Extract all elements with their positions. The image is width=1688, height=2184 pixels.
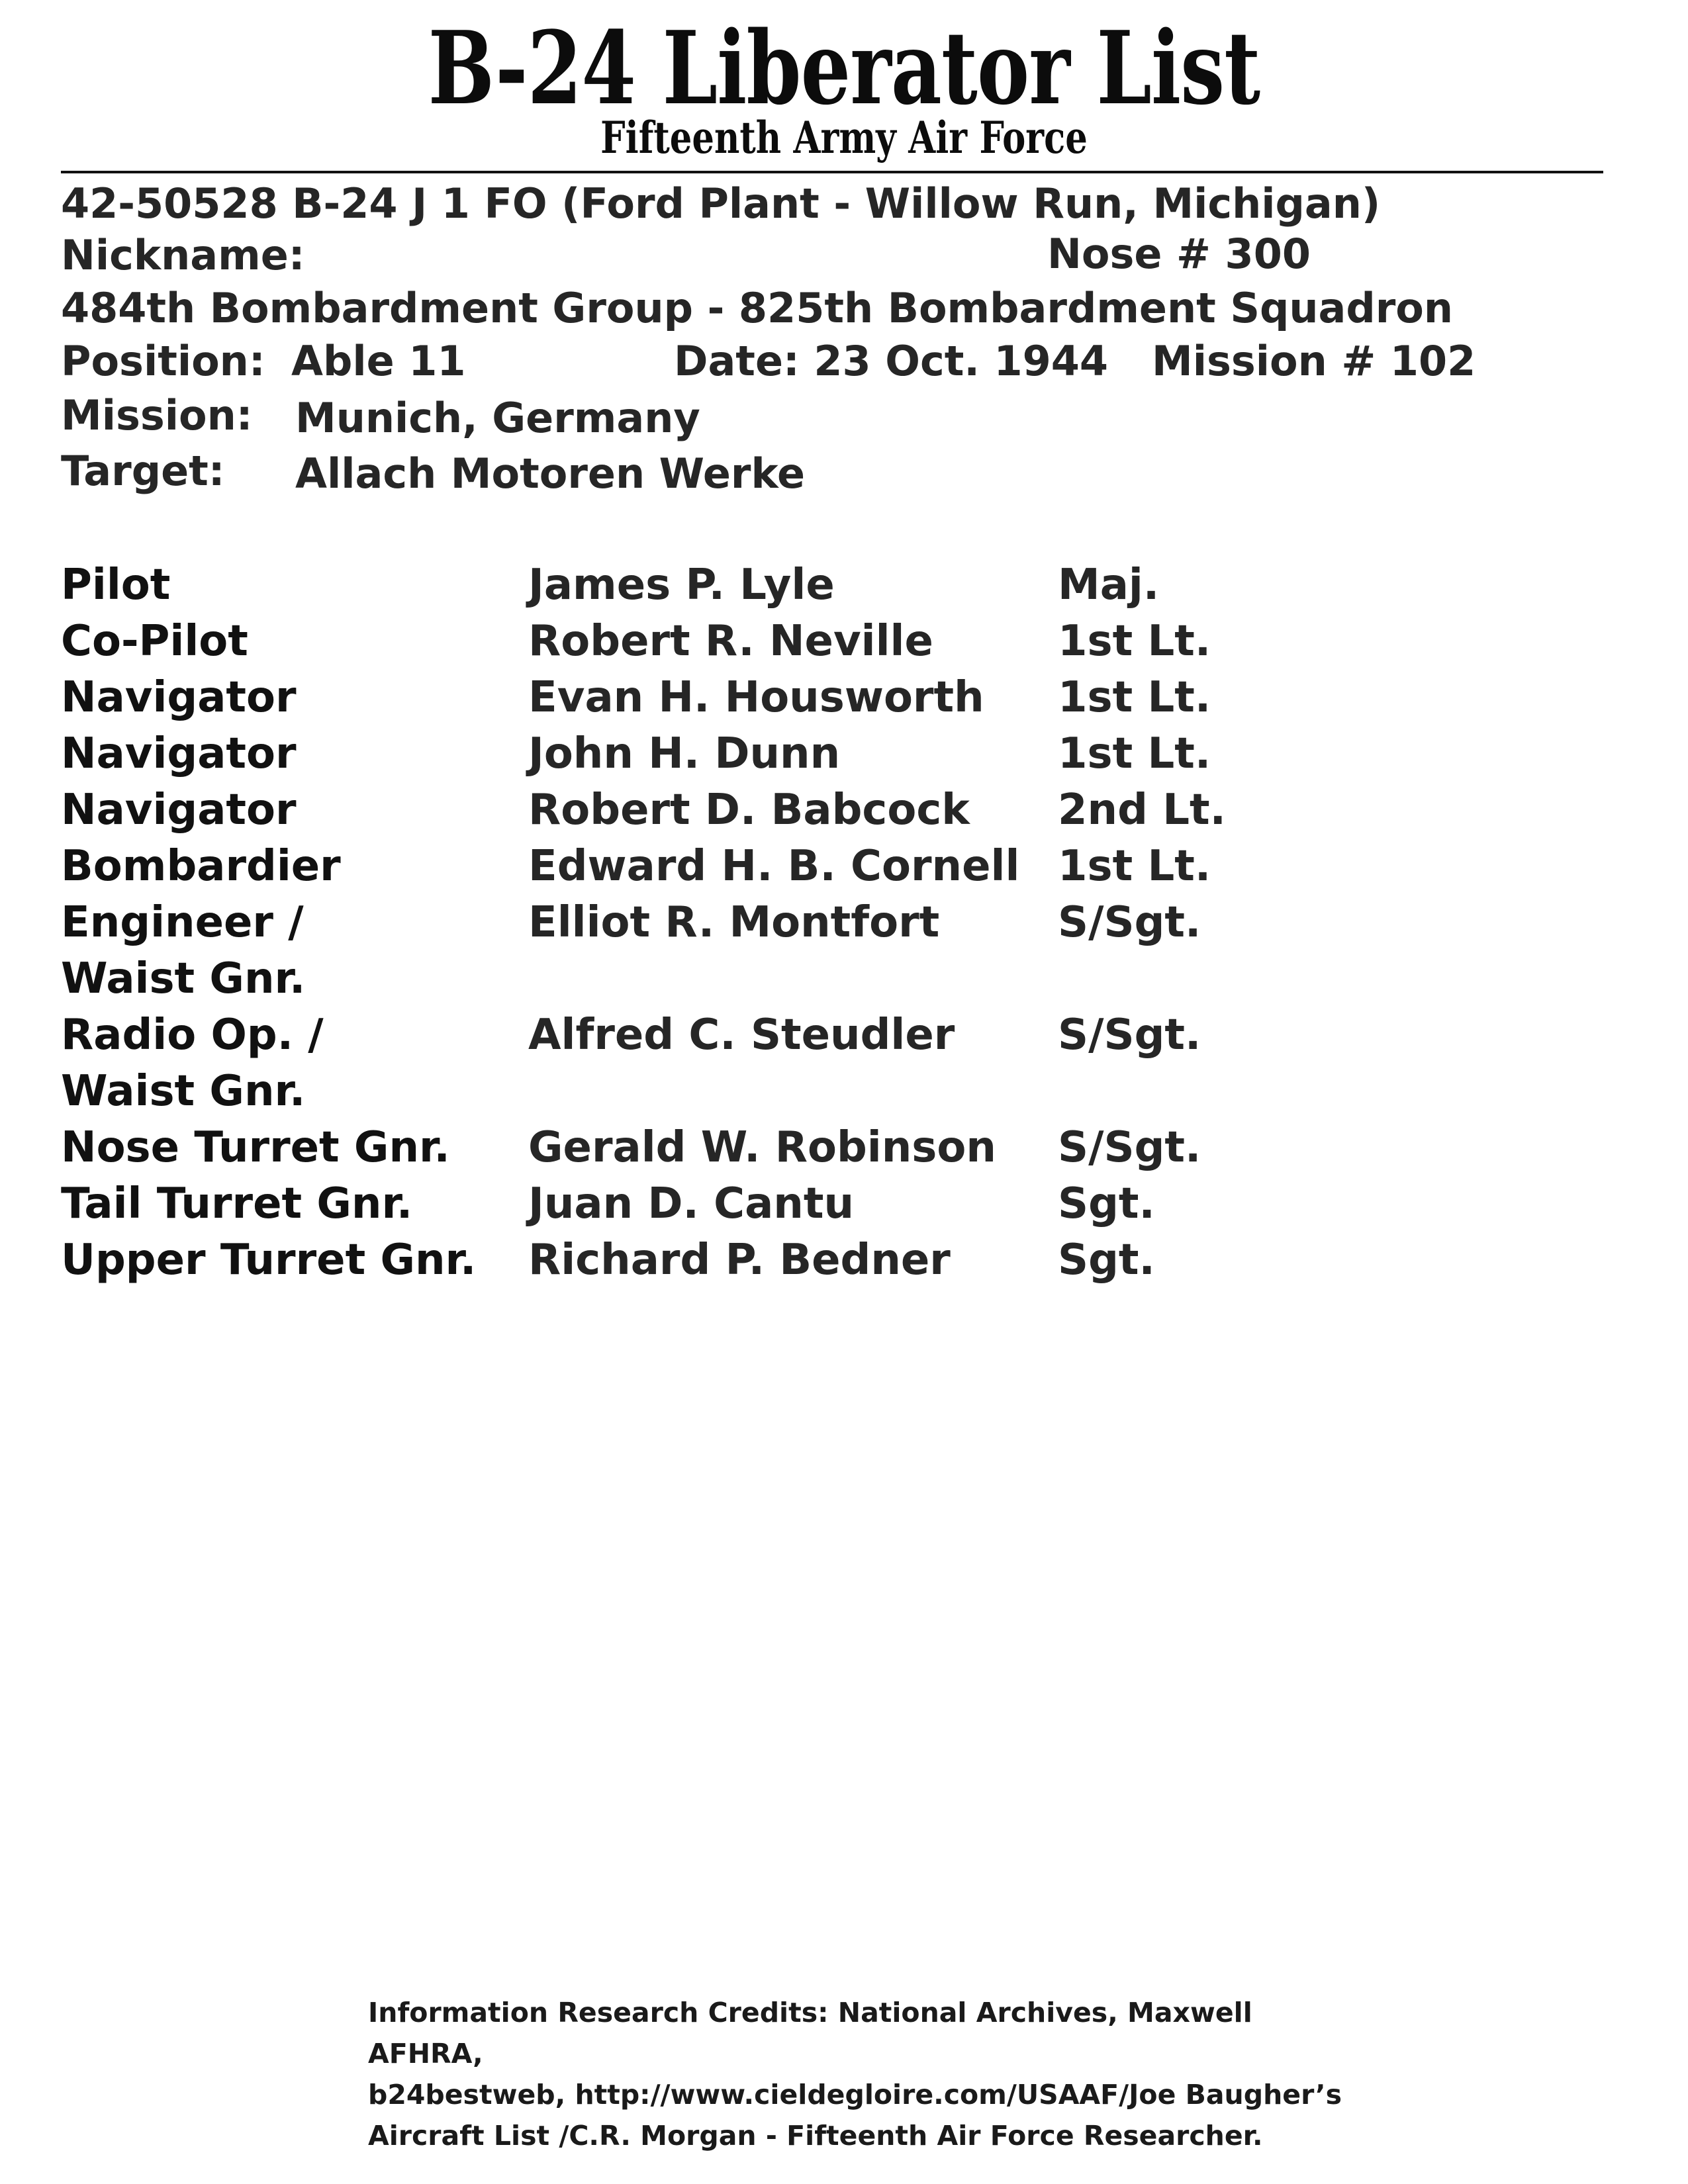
crew-row — [61, 614, 1583, 670]
mission-date: Date: 23 Oct. 1944 — [674, 337, 1109, 385]
crew-row — [61, 782, 1583, 839]
nose-number: Nose # 300 — [1047, 230, 1311, 278]
crew-rank: 1st Lt. — [1058, 842, 1211, 891]
position-value: Able 11 — [291, 337, 466, 385]
target-label: Target: — [61, 447, 225, 495]
mission-number: Mission # 102 — [1152, 337, 1476, 385]
crew-role: Upper Turret Gnr. — [61, 1236, 477, 1285]
crew-role: Navigator — [61, 729, 297, 778]
crew-rank: Sgt. — [1058, 1179, 1155, 1228]
aircraft-serial-line: 42-50528 B-24 J 1 FO (Ford Plant - Willow Run, Michigan) — [61, 179, 1381, 228]
crew-row — [61, 557, 1583, 614]
group-squadron-line: 484th Bombardment Group - 825th Bombardment Squadron — [61, 284, 1454, 332]
crew-row — [61, 726, 1583, 782]
crew-row — [61, 895, 1583, 1007]
crew-name: Gerald W. Robinson — [528, 1123, 996, 1172]
crew-name: Richard P. Bedner — [528, 1236, 951, 1285]
crew-name: James P. Lyle — [528, 561, 835, 610]
crew-rank: Sgt. — [1058, 1236, 1155, 1285]
crew-role: Navigator — [61, 673, 297, 722]
crew-role: Nose Turret Gnr. — [61, 1123, 450, 1172]
crew-name: Juan D. Cantu — [528, 1179, 854, 1228]
crew-list — [61, 557, 1583, 1289]
crew-rank: 1st Lt. — [1058, 673, 1211, 722]
crew-name: Elliot R. Montfort — [528, 898, 940, 947]
crew-row — [61, 1120, 1583, 1176]
position-label: Position: — [61, 337, 265, 385]
page-subtitle: Fifteenth Army Air Force — [600, 112, 1088, 163]
crew-row — [61, 1007, 1583, 1120]
crew-role: Co-Pilot — [61, 617, 248, 666]
crew-role: Pilot — [61, 561, 171, 610]
crew-row — [61, 839, 1583, 895]
page-title: B-24 Liberator List — [428, 9, 1260, 127]
crew-role: Bombardier — [61, 842, 341, 891]
crew-rank: 1st Lt. — [1058, 617, 1211, 666]
research-credits: Information Research Credits: National Archives, Maxwell AFHRA, b24bestweb, http://www.cieldegloire.com/USAAF/Joe Baugher’s Aircraft List /C.R. Morgan - Fifteenth Air Force Researcher. — [368, 1997, 1342, 2152]
crew-rank: S/Sgt. — [1058, 1123, 1201, 1172]
nickname-label: Nickname: — [61, 231, 305, 279]
crew-role: Navigator — [61, 786, 297, 835]
crew-rank: 1st Lt. — [1058, 729, 1211, 778]
crew-name: Edward H. B. Cornell — [528, 842, 1020, 891]
target-value: Allach Motoren Werke — [295, 449, 806, 498]
crew-name: Robert R. Neville — [528, 617, 933, 666]
crew-name: John H. Dunn — [528, 729, 841, 778]
crew-name: Robert D. Babcock — [528, 786, 970, 835]
crew-rank: S/Sgt. — [1058, 1011, 1201, 1060]
crew-rank: 2nd Lt. — [1058, 786, 1226, 835]
crew-name: Evan H. Housworth — [528, 673, 984, 722]
header-divider — [61, 171, 1603, 173]
crew-role: Engineer / Waist Gnr. — [61, 898, 306, 1003]
crew-role: Radio Op. / Waist Gnr. — [61, 1011, 324, 1116]
crew-name: Alfred C. Steudler — [528, 1011, 955, 1060]
mission-value: Munich, Germany — [295, 394, 700, 442]
mission-label: Mission: — [61, 391, 253, 439]
crew-row — [61, 1232, 1583, 1289]
crew-row — [61, 670, 1583, 726]
crew-rank: S/Sgt. — [1058, 898, 1201, 947]
crew-role: Tail Turret Gnr. — [61, 1179, 413, 1228]
crew-rank: Maj. — [1058, 561, 1160, 610]
crew-row — [61, 1176, 1583, 1232]
